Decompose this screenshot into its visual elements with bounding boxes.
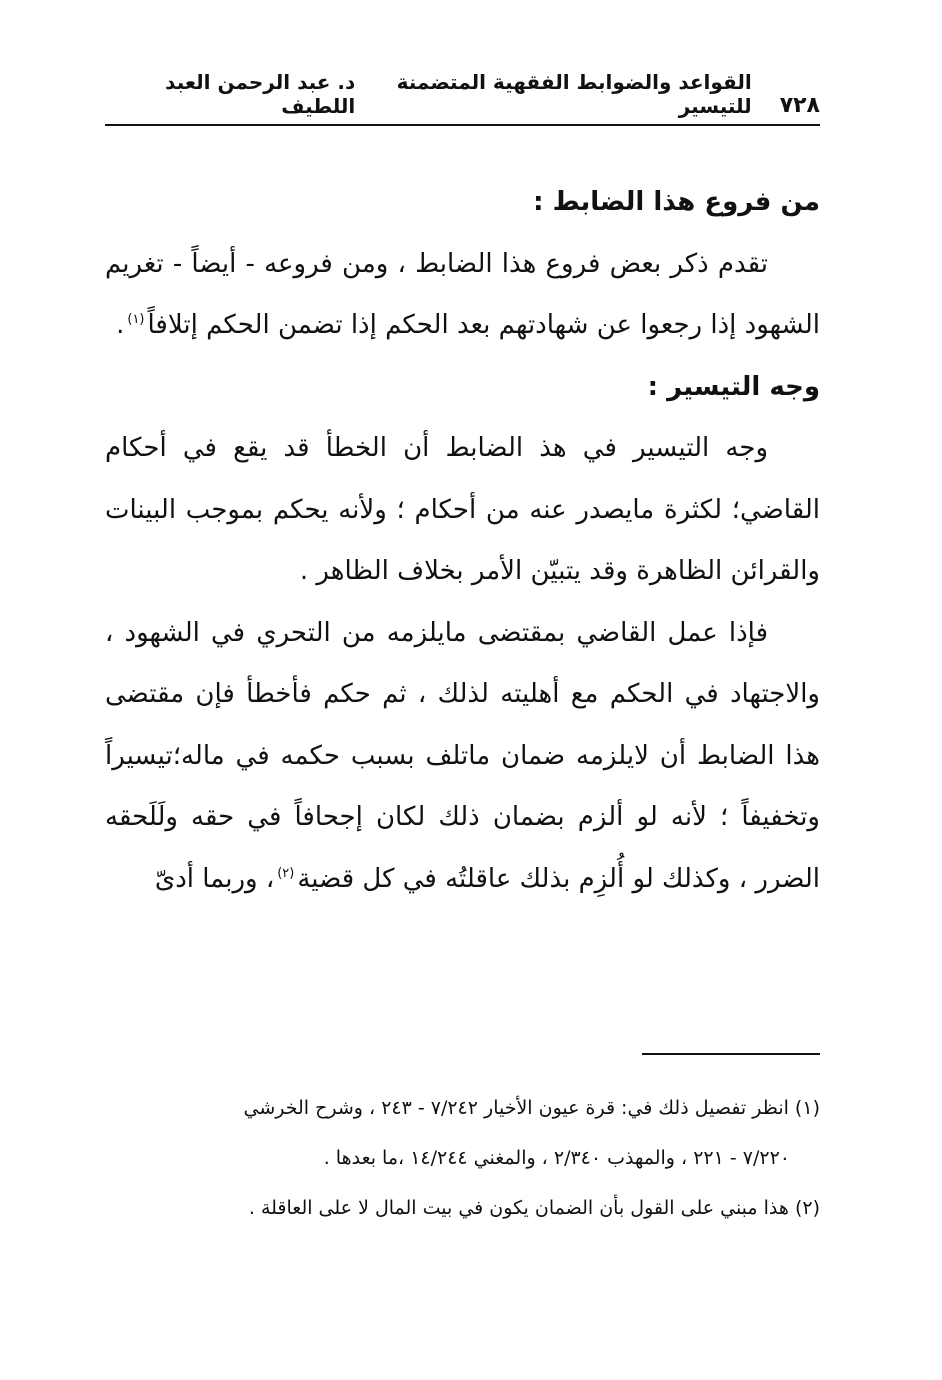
book-title: القواعد والضوابط الفقهية المتضمنة للتيسير bbox=[396, 70, 752, 118]
header-divider bbox=[105, 124, 820, 126]
section-heading-branches: من فروع هذا الضابط : bbox=[533, 187, 820, 217]
footnote-ref-2[interactable]: (٢) bbox=[277, 865, 295, 881]
paragraph-text: فإذا عمل القاضي بمقتضى مايلزمه من التحري في الشهود ، والاجتهاد في الحكم مع أهليته لذلك ، ثم حكم فأخطأ فإن مقتضى هذا الضابط أن لايلزمه ضمان ماتلف بسبب حكمه في ماله؛تيسيراً وتخفيفاً ؛ لأنه لو ألزم بضمان ذلك لكان إجحافاً في حقه ولَلَحقه الضرر ، وكذلك لو أُلزِم بذلك عاقلتُه في كل قضية bbox=[105, 617, 820, 894]
main-text bbox=[105, 172, 820, 910]
footnotes bbox=[105, 1083, 820, 1233]
section-heading-ease: وجه التيسير : bbox=[647, 371, 820, 402]
paragraph-ease-2 bbox=[105, 603, 820, 911]
paragraph-branches bbox=[105, 234, 820, 357]
paragraph-tail: ، وربما أدىّ bbox=[154, 863, 275, 894]
page-number: ٧٢٨ bbox=[779, 93, 820, 118]
footnote-2: (٢) هذا مبني على القول بأن الضمان يكون في بيت المال لا على العاقلة . bbox=[248, 1197, 820, 1219]
paragraph-tail: . bbox=[116, 310, 125, 340]
paragraph-ease-1: وجه التيسير في هذ الضابط أن الخطأ قد يقع في أحكام القاضي؛ لكثرة مايصدر عنه من أحكام ؛ ولأنه يحكم بموجب البينات والقرائن الظاهرة وقد يتبيّن الأمر بخلاف الظاهر . bbox=[105, 433, 820, 586]
footnote-ref-1[interactable]: (١) bbox=[127, 312, 145, 328]
footnote-divider bbox=[642, 1053, 820, 1055]
author-name: د. عبد الرحمن العبد اللطيف bbox=[165, 70, 356, 118]
footnote-1-line-1: (١) انظر تفصيل ذلك في: قرة عيون الأخيار ٧/٢٤٢ - ٢٤٣ ، وشرح الخرشي bbox=[243, 1097, 820, 1119]
paragraph-text: تقدم ذكر بعض فروع هذا الضابط ، ومن فروعه - أيضاً - تغريم الشهود إذا رجعوا عن شهادتهم بعد الحكم إذا تضمن الحكم إتلافاً bbox=[105, 248, 820, 340]
header-right-group bbox=[355, 70, 820, 118]
footnote-1-line-2: ٧/٢٢٠ - ٢٢١ ، والمهذب ٢/٣٤٠ ، والمغني ١٤/٢٤٤ ،ما بعدها . bbox=[323, 1147, 790, 1169]
running-header bbox=[105, 70, 820, 118]
